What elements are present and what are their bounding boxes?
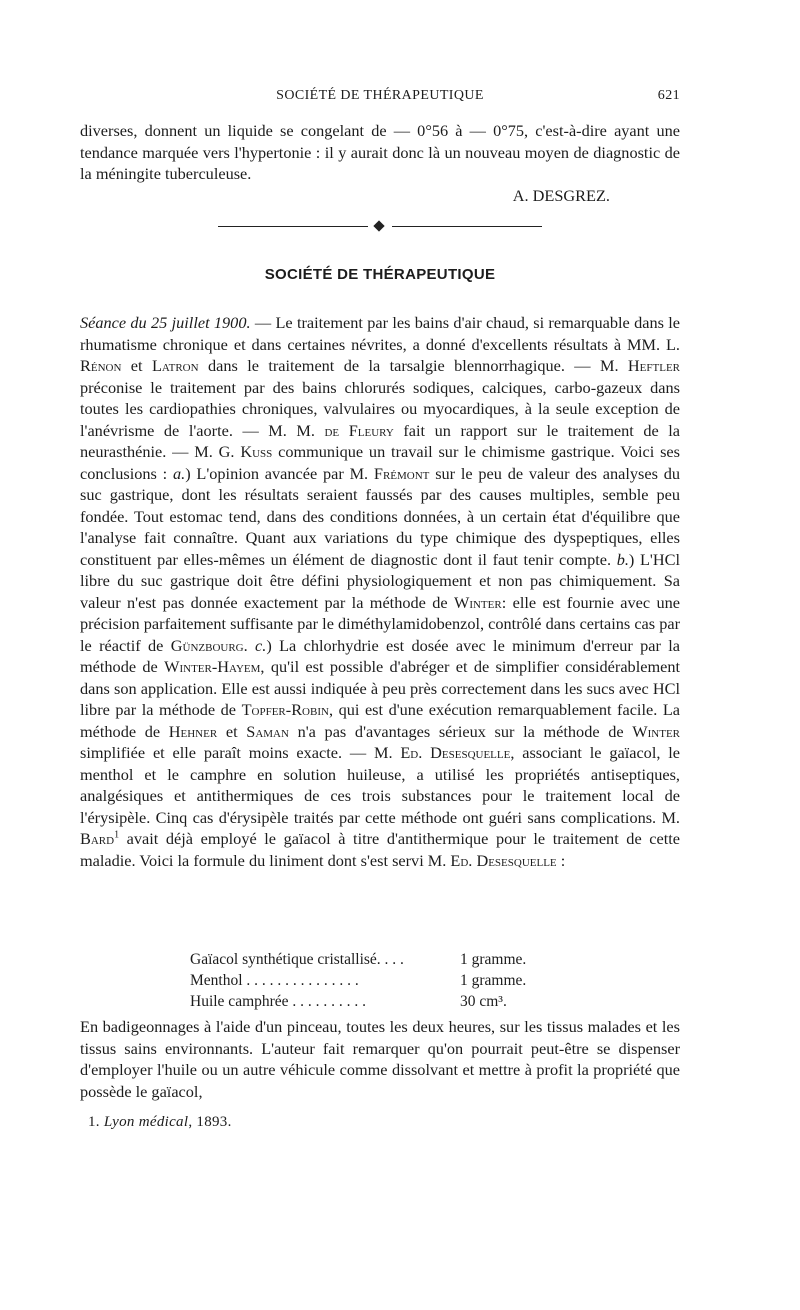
text-run: ) La chlorhydrie est dosée avec le minimum d'erreur par la méthode de — [80, 635, 680, 676]
footnote-year: , 1893. — [188, 1114, 232, 1130]
footnote-marker[interactable]: 1 — [114, 829, 120, 841]
ingredient-name: Menthol . . . . . . . . . . . . . . . — [190, 972, 359, 989]
text-run: , qu'il est possible d'abréger et de simplifier considérablement dans son application. Elle est aussi indiquée à peu près correctement dans les sucs avec HCl libre par la méthode de — [80, 657, 680, 719]
body-paragraph — [80, 312, 680, 871]
running-head-title: SOCIÉTÉ DE THÉRAPEUTIQUE — [276, 88, 484, 103]
closing-paragraph: En badigeonnages à l'aide d'un pinceau, toutes les deux heures, sur les tissus malades et les tissus sains environnants. L'auteur fait remarquer qu'on pourrait peut-être se dispenser d'employer l'huile ou un autre véhicule comme dissolvant et mettre à profit la propriété que possède le gaïacol, — [80, 1017, 680, 1101]
author-name: Latron — [151, 356, 199, 375]
author-name: Winter — [632, 721, 680, 741]
ingredient-quantity: 1 gramme. — [460, 972, 527, 989]
author-name: Günzbourg — [170, 635, 244, 655]
text-run: simplifiée et elle paraît moins exacte. — M. — [80, 743, 401, 762]
text-run: n'a pas d'avantages sérieux sur la méthode de — [288, 721, 633, 741]
author-name: Saman — [246, 721, 289, 741]
text-run: avait déjà employé le gaïacol à titre d'antithermique pour le traitement de cette maladie. Voici la formule du liniment dont s'est servi M. — [80, 829, 680, 870]
liniment-formula — [190, 949, 610, 1012]
text-run: fait un rapport sur le traitement de la neurasthénie. — M. G. — [80, 420, 680, 461]
previous-article — [80, 120, 680, 206]
author-name: Topfer-Robin — [241, 700, 329, 719]
ingredient-name: Huile camphrée . . . . . . . . . . — [190, 993, 367, 1010]
running-head — [80, 88, 680, 108]
text-run: communique un travail sur le chimisme gastrique. Voici ses conclusions : — [80, 442, 680, 483]
text-run: et — [121, 356, 152, 375]
list-marker: b. — [616, 549, 629, 569]
session-date: Séance du 25 juillet 1900. — [80, 313, 251, 332]
section-separator — [218, 221, 542, 233]
author-name: Bard — [80, 829, 115, 848]
article-body — [80, 312, 680, 871]
list-marker: c. — [255, 635, 267, 655]
author-name: Winter-Hayem — [164, 657, 261, 676]
author-name: Frémont — [373, 463, 430, 483]
text-run: : elle est fournie avec une précision parfaitement suffisante par le diméthylamidobenzol, contrôlé dans certains cas par le réactif de — [80, 592, 680, 655]
ingredient-quantity: 1 gramme. — [460, 951, 527, 968]
author-name: Winter — [453, 592, 502, 612]
author-name: Heftler — [627, 356, 681, 375]
text-run: dans le traitement de la tarsalgie blennorrhagique. — M. — [198, 356, 628, 375]
previous-article-text: diverses, donnent un liquide se congelant de — 0°56 à — 0°75, c'est-à-dire ayant une tendance marquée vers l'hypertonie : il y aurait donc là un nouveau moyen de diagnostic de la méningite tuberculeuse. — [80, 121, 680, 183]
text-run: : — [556, 850, 566, 870]
page-number: 621 — [657, 88, 680, 103]
list-marker: a. — [172, 463, 186, 483]
author-name: Rénon — [80, 356, 122, 375]
author-name: Ed. Desesquelle — [400, 743, 511, 762]
footnote-number: 1. — [88, 1114, 100, 1130]
author-name: Hehner — [168, 721, 218, 741]
separator-line-right — [392, 226, 542, 227]
author-name: de Fleury — [324, 420, 394, 440]
formula-row — [190, 970, 610, 991]
author-name: Ed. Desesquelle — [450, 850, 557, 870]
text-run: ) L'HCl libre du suc gastrique doit être défini physiologiquement et non pas chimiquement. Sa valeur n'est pas donnée exactement par la méthode de — [80, 549, 681, 612]
author-signature: A. DESGREZ. — [512, 185, 610, 205]
separator-line-left — [218, 226, 368, 227]
diamond-ornament-icon — [373, 220, 384, 231]
text-run: préconise le traitement par des bains chlorurés sodiques, calciques, carbo-gazeux dans toutes les cardiopathies chroniques, valvulaires ou myocardiques, à la seule exception de l'anévrisme de l'aorte. — M. M. — [80, 377, 680, 440]
ingredient-quantity: 30 cm³. — [460, 993, 507, 1010]
text-run: sur le peu de valeur des analyses du suc gastrique, dont les résultats seraient faussés par des causes multiples, semble peu fondée. Tout estomac tend, dans des conditions données, à un certain état d'équilibre que l'analyse fait connaître. Quant aux variations du type chimique des dyspeptiques, elles constituent par elles-mêmes un élément de diagnostic dont il faut tenir compte. — [80, 463, 681, 569]
text-run: , qui est d'une exécution remarquablement facile. La méthode de — [80, 700, 680, 741]
text-run: . — [243, 635, 256, 655]
ingredient-name: Gaïacol synthétique cristallisé. . . . — [190, 951, 404, 968]
footnote-source: Lyon médical — [103, 1114, 189, 1130]
formula-row — [190, 949, 610, 970]
text-run: ) L'opinion avancée par M. — [185, 463, 374, 483]
section-heading: SOCIÉTÉ DE THÉRAPEUTIQUE — [264, 266, 496, 283]
text-run: , associant le gaïacol, le menthol et le camphre en solution huileuse, a utilisé les propriétés antiseptiques, analgésiques et antithermiques de ces trois substances pour le traitement local de l'érysipèle. Cinq cas d'érysipèle traités par cette méthode ont guéri sans complications. M. — [80, 743, 680, 827]
text-run: et — [217, 721, 247, 741]
text-run: — Le traitement par les bains d'air chaud, si remarquable dans le rhumatisme chronique et dans certaines névrites, a donné d'excellents résultats à MM. L. — [80, 313, 681, 354]
formula-row — [190, 991, 610, 1012]
author-name: Kuss — [240, 442, 273, 461]
footnote — [88, 1114, 678, 1131]
